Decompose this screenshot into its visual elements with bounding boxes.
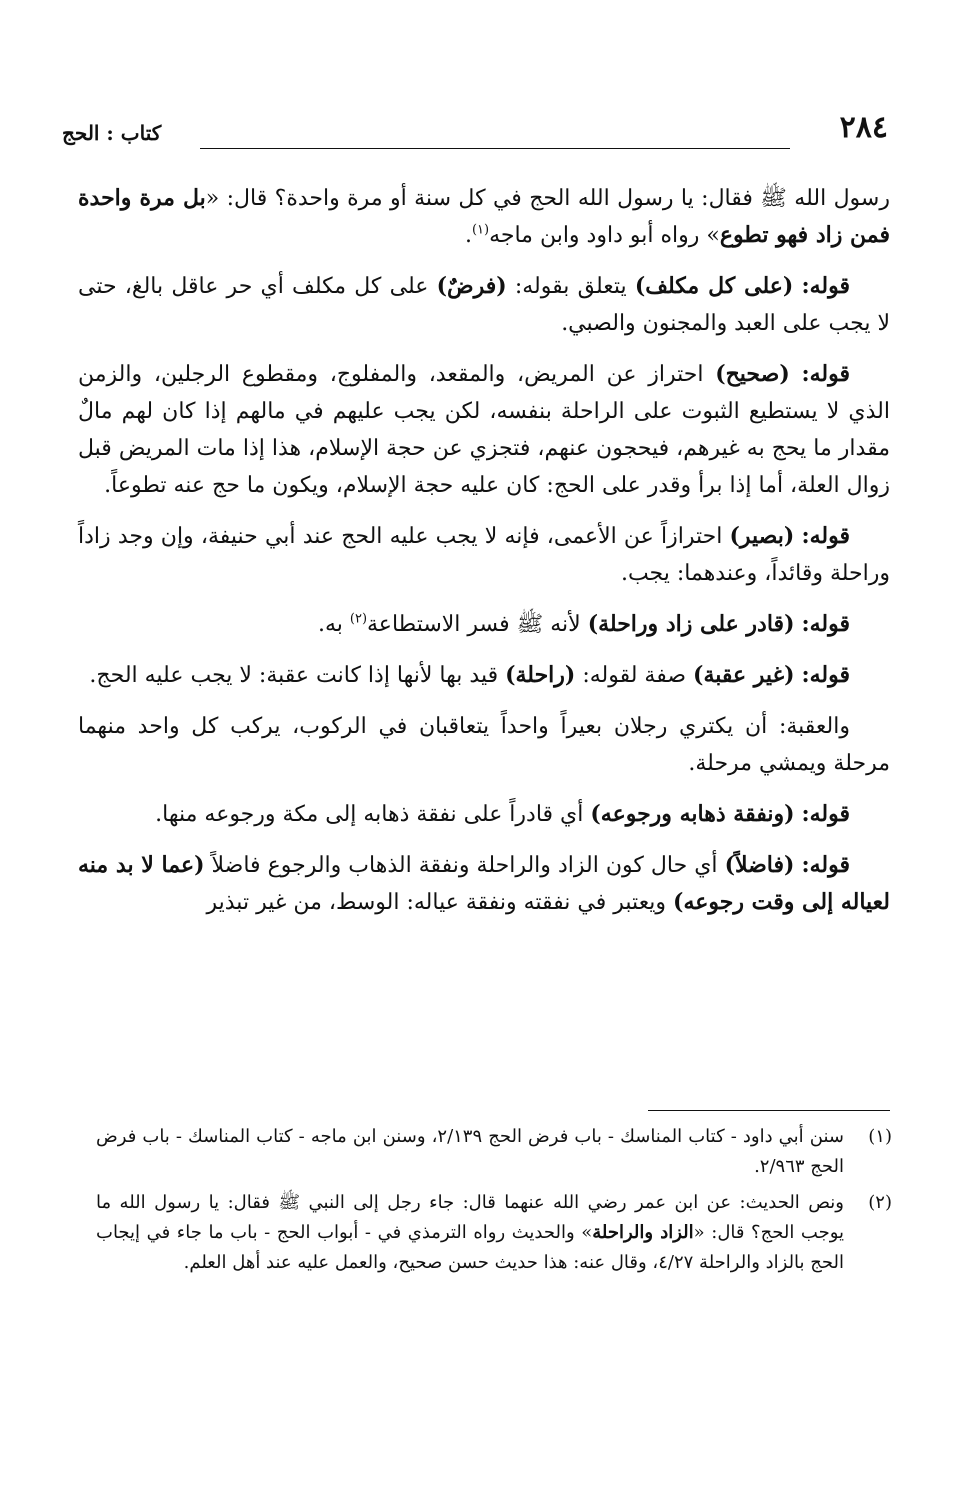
paragraph-6 <box>78 657 890 694</box>
paragraph-8 <box>78 796 890 833</box>
p2-text-b: يتعلق بقوله: <box>506 274 635 299</box>
p2-text-d: على كل مكلف أي حر عاقل بالغ، حتى لا يجب على العبد والمجنون والصبي. <box>78 274 890 336</box>
qawluhu-label: قوله: <box>801 523 850 549</box>
page-header <box>62 110 888 150</box>
footnote-separator <box>648 1110 890 1111</box>
footnotes <box>96 1122 892 1284</box>
p8-text-b: أي قادراً على نفقة ذهابه إلى مكة ورجوعه منها. <box>155 802 591 827</box>
footnote-text-c: » والحديث رواه الترمذي في - أبواب الحج - باب ما جاء في إيجاب الحج بالزاد والراحلة ٤/٢٧، وقال عنه: هذا حديث حسن صحيح، والعمل عليه عند أهل العلم. <box>96 1222 844 1273</box>
paragraph-3 <box>78 356 890 504</box>
p3-matn: (صحيح) <box>715 361 790 387</box>
p6-text-b: صفة لقوله: <box>575 663 694 688</box>
p6-text-d: قيد بها لأنها إذا كانت عقبة: لا يجب عليه الحج. <box>89 663 506 688</box>
footnote-hadith-quote: الزاد والراحلة <box>592 1222 694 1243</box>
qawluhu-label: قوله: <box>801 852 850 878</box>
main-text <box>78 180 890 935</box>
running-title: كتاب : الحج <box>62 121 162 145</box>
p3-text-b: احتراز عن المريض، والمقعد، والمفلوج، ومقطوع الرجلين، والزمن الذي لا يستطيع الثبوت على الراحلة بنفسه، لكن يجب عليهم في مالهم إذا كان لهم مالٌ مقدار ما يحج به غيرهم، فيحجون عنهم، فتجزي عن حجة الإسلام، هذا إذا مات المريض قبل زوال العلة، أما إذا برأ وقدر على الحج: كان عليه حجة الإسلام، ويكون ما حج عنه تطوعاً. <box>78 362 890 498</box>
p2-matn: (على كل مكلف) <box>634 273 794 299</box>
footnote-text: سنن أبي داود - كتاب المناسك - باب فرض الحج ٢/١٣٩، وسنن ابن ماجه - كتاب المناسك - باب فرض الحج ٢/٩٦٣. <box>96 1126 844 1177</box>
p1-text-d: . <box>464 223 472 248</box>
p8-matn: (ونفقة ذهابه ورجوعه) <box>590 801 795 827</box>
footnote-1 <box>96 1122 892 1182</box>
p9-text-b: أي حال كون الزاد والراحلة ونفقة الذهاب والرجوع فاضلاً <box>204 853 725 878</box>
paragraph-2 <box>78 268 890 342</box>
p5-text-b: لأنه ﷺ فسر الاستطاعة <box>367 612 588 637</box>
p9-matn-2: (عما لا بد منه لعياله إلى وقت رجوعه) <box>78 852 890 915</box>
footnote-ref-2[interactable]: (٢) <box>349 611 368 627</box>
p9-text-d: ويعتبر في نفقته ونفقة عياله: الوسط، من غير تبذير <box>206 890 674 915</box>
footnote-number: (٢) <box>868 1192 892 1213</box>
p6-matn-2: (راحلة) <box>505 662 576 688</box>
p7-text: والعقبة: أن يكتري رجلان بعيراً واحداً يتعاقبان في الركوب، يركب كل واحد منهما مرحلة ويمشي مرحلة. <box>78 714 890 776</box>
paragraph-9 <box>78 847 890 921</box>
p1-text-c: » رواه أبو داود وابن ماجه <box>489 223 720 248</box>
qawluhu-label: قوله: <box>801 662 850 688</box>
qawluhu-label: قوله: <box>801 361 850 387</box>
paragraph-1 <box>78 180 890 254</box>
p6-matn: (غير عقبة) <box>693 662 795 688</box>
p1-hadith-quote: بل مرة واحدة فمن زاد فهو تطوع <box>78 185 890 248</box>
footnote-text-a: ونص الحديث: عن ابن عمر رضي الله عنهما قال: جاء رجل إلى النبي ﷺ فقال: يا رسول الله ما يوجب الحج؟ قال: « <box>96 1192 845 1243</box>
footnote-2 <box>96 1188 892 1278</box>
qawluhu-label: قوله: <box>801 611 850 637</box>
footnote-ref-1[interactable]: (١) <box>471 222 490 238</box>
p5-matn: (قادر على زاد وراحلة) <box>587 611 795 637</box>
qawluhu-label: قوله: <box>801 273 850 299</box>
footnote-number: (١) <box>868 1126 892 1147</box>
p2-matn-2: (فرضٌ) <box>436 273 507 299</box>
qawluhu-label: قوله: <box>801 801 850 827</box>
paragraph-5 <box>78 606 890 643</box>
p9-matn: (فاضلاً) <box>724 852 795 878</box>
p4-text-b: احترازاً عن الأعمى، فإنه لا يجب عليه الحج عند أبي حنيفة، وإن وجد زاداً وراحلة وقائداً، وعندهما: يجب. <box>78 524 890 586</box>
header-rule <box>200 148 790 149</box>
paragraph-4 <box>78 518 890 592</box>
paragraph-7 <box>78 708 890 782</box>
p5-text-c: به. <box>317 612 350 637</box>
page-number: ٢٨٤ <box>839 110 888 145</box>
p1-text-a: رسول الله ﷺ فقال: يا رسول الله الحج في كل سنة أو مرة واحدة؟ قال: « <box>205 186 890 211</box>
p4-matn: (بصير) <box>729 523 795 549</box>
